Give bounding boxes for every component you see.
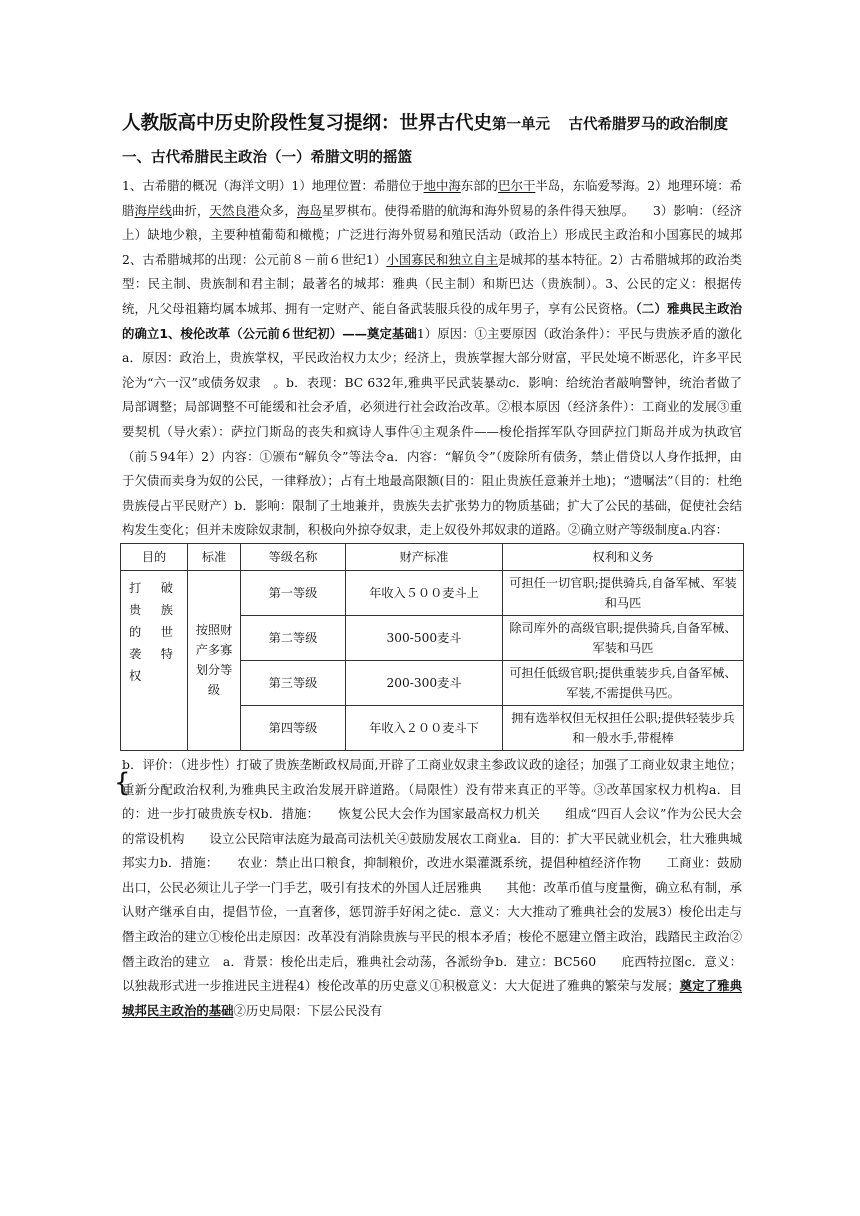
grade-cell: 第四等级 <box>241 705 346 750</box>
rights-cell: 可担任一切官职;提供骑兵,自备军械、军装和马匹 <box>503 570 744 615</box>
title-unit: 第一单元 <box>492 117 551 133</box>
text-run: 星罗棋布。使得希腊的航海和海外贸易的条件得天独厚。 3）影响：（经济上）缺地少粮，主要种植葡萄和橄榄；广泛进行海外贸易和殖民活动（政治上）形成民主政治和小国寡民的城邦2、古希腊城邦的出现：公元前８－前６世纪1） <box>122 202 743 267</box>
table-header: 权利和义务 <box>503 543 744 570</box>
paragraph-2 <box>114 753 743 1024</box>
text-run: ②历史局限：下层公民没有 <box>233 1002 383 1018</box>
document-page <box>114 108 743 1023</box>
title-main: 人教版高中历史阶段性复习提纲：世界古代史 <box>122 113 493 134</box>
property-cell: 年收入２００麦斗下 <box>346 705 503 750</box>
section-heading: 一、古代希腊民主政治（一）希腊文明的摇篮 <box>122 150 412 166</box>
underlined-term: 小国寡民和独立自主 <box>386 251 499 267</box>
table-header: 财产标准 <box>346 543 503 570</box>
table-row <box>121 570 744 615</box>
underlined-term: 巴尔干 <box>498 178 536 193</box>
table-header: 目的 <box>121 543 188 570</box>
table-header-row <box>121 543 744 570</box>
margin-bracket-icon: { <box>114 767 131 798</box>
key-conclusion: 奠定了雅典城邦民主政治的基础 <box>122 978 743 1018</box>
property-cell: 300-500麦斗 <box>346 615 503 660</box>
underlined-term: 地中海 <box>423 178 461 193</box>
text-run: 东部的 <box>460 178 499 193</box>
grade-cell: 第二等级 <box>241 615 346 660</box>
title-unit-title: 古代希腊罗马的政治制度 <box>568 117 729 133</box>
text-run: 1、古希腊的概况（海洋文明）1）地理位置：希腊位于 <box>122 178 424 193</box>
underlined-term: 海岛 <box>296 202 322 218</box>
grade-cell: 第一等级 <box>241 570 346 615</box>
text-run: 是城邦的基本特征。2）古希腊城邦的政治类型：民主制、贵族制和君主制；最著名的城邦：雅典（民主制）和斯巴达（贵族制）。3、公民的定义：根据传统，凡父母祖籍均属本城邦、拥有一定财产、能自备武装服兵役的成年男子，享有公民资格。 <box>122 251 742 316</box>
document-title <box>122 108 742 174</box>
text-run: 众多， <box>259 202 297 218</box>
property-cell: 200-300麦斗 <box>346 660 503 705</box>
standard-cell: 按照财产多寡划分等级 <box>188 570 241 750</box>
text-run: 1）原因：①主要原因（政治条件）：平民与贵族矛盾的激化a．原因：政治上，贵族掌权，平民政治权力太少；经济上，贵族掌握大部分财富，平民处境不断恶化，许多平民沦为“六一汉”或债务奴隶 。b．表现：BC 632年,雅典平民武装暴动c．影响：给统治者敲响警钟，统治者做了局部调整；局部调整不可能缓和社会矛盾，必须进行社会政治改革。②根本原因（经济条件）：工商业的发展③重要契机（导火索）：萨拉门斯岛的丧失和疯诗人事件④主观条件——梭伦指挥军队夺回萨拉门斯岛并成为执政官（前５94年）2）内容：①颁布“解负令”等法令a．内容：“解负令”（废除所有债务，禁止借贷以人身作抵押，由于欠债而卖身为奴的公民，一律释放）；占有土地最高限额(目的：阻止贵族任意兼并土地)；“遗嘱法”（目的：杜绝贵族侵占平民财产）b．影响：限制了土地兼并，贵族失去扩张势力的物质基础；扩大了公民的基础，促使社会结构发生变化；但并未废除奴隶制，积极向外掠夺奴隶，走上奴役外邦奴隶的道路。②确立财产等级制度a. <box>122 325 743 538</box>
text-run: 曲折， <box>171 202 210 218</box>
property-cell: 年收入５００麦斗上 <box>346 570 503 615</box>
table-header: 等级名称 <box>241 543 346 570</box>
underlined-term: 天然良港 <box>209 202 260 218</box>
rights-cell: 拥有选举权但无权担任公职;提供轻装步兵和一般水手,带棍棒 <box>503 705 744 750</box>
rights-cell: 可担任低级官职;提供重装步兵,自备军械、军装,不需提供马匹。 <box>503 660 744 705</box>
paragraph-1 <box>122 174 742 543</box>
text-run: 内容： <box>690 522 729 538</box>
subsection-heading: （二）雅典民主政治的确立1、梭伦改革（公元前６世纪初）——奠定基础 <box>122 300 742 341</box>
text-run: 半岛，东临爱琴海。2）地理环境：希腊 <box>122 178 743 218</box>
rights-cell: 除司库外的高级官职;提供骑兵,自备军械、军装和马匹 <box>503 615 744 660</box>
text-run: b．评价：（进步性）打破了贵族垄断政权局面,开辟了工商业奴隶主参政议政的途径；加强了工商业奴隶主地位；重新分配政治权利,为雅典民主政治发展开辟道路。（局限性）没有带来真正的平等。③改革国家权力机构a．目的：进一步打破贵族专权b．措施： 恢复公民大会作为国家最高权力机关 组成“四百人会议”作为公民大会的常设机构 设立公民陪审法庭为最高司法机关④鼓励发展农工商业a．目的：扩大平民就业机会，壮大雅典城邦实力b．措施： 农业：禁止出口粮食，抑制粮价，改进水渠灌溉系统，提倡种植经济作物 工商业：鼓励出口，公民必须让儿子学一门手艺，吸引有技术的外国人迁居雅典 其他：改革币值与度量衡，确立私有制，承认财产继承自由，提倡节俭，一直奢侈，惩罚游手好闲之徒c．意义：大大推动了雅典社会的发展3）梭伦出走与僭主政治的建立①梭伦出走原因：改革没有消除贵族与平民的根本矛盾；梭伦不愿建立僭主政治，践踏民主政治②僭主政治的建立 a．背景：梭伦出走后，雅典社会动荡，各派纷争b．建立：BC560 庇西特拉图c．意义：以独裁形式进一步推进民主进程4）梭伦改革的历史意义①积极意义：大大促进了雅典的繁荣与发展； <box>122 756 742 994</box>
underlined-term: 海岸线 <box>134 202 172 218</box>
purpose-cell: 打破贵族的世袭特权 <box>121 570 188 750</box>
grade-cell: 第三等级 <box>241 660 346 705</box>
table-header: 标准 <box>188 543 241 570</box>
property-class-table <box>120 543 744 751</box>
